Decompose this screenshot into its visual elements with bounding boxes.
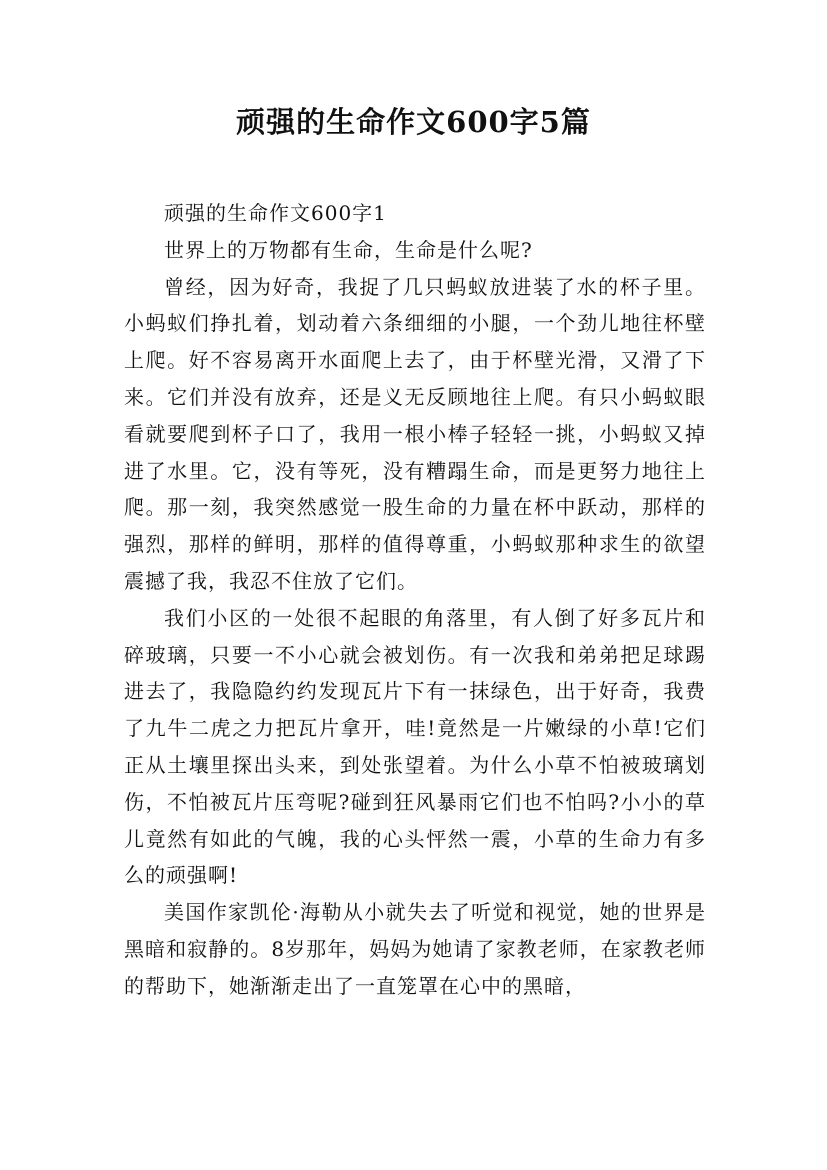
subtitle-paragraph: 顽强的生命作文600字1 bbox=[164, 201, 387, 225]
body-paragraph: 我们小区的一处很不起眼的角落里，有人倒了好多瓦片和碎玻璃，只要一不小心就会被划伤。有一次我和弟弟把足球踢进去了，我隐隐约约发现瓦片下有一抹绿色，出于好奇，我费了九牛二虎之力把瓦片拿开，哇!竟然是一片嫩绿的小草!它们正从土壤里探出头来，到处张望着。为什么小草不怕被玻璃划伤，不怕被瓦片压弯呢?碰到狂风暴雨它们也不怕吗?小小的草儿竟然有如此的气魄，我的心头怦然一震，小草的生命力有多么的顽强啊! bbox=[124, 605, 706, 888]
body-paragraph: 曾经，因为好奇，我捉了几只蚂蚁放进装了水的杯子里。小蚂蚁们挣扎着，划动着六条细细的小腿，一个劲儿地往杯壁上爬。好不容易离开水面爬上去了，由于杯壁光滑，又滑了下来。它们并没有放弃，还是义无反顾地往上爬。有只小蚂蚁眼看就要爬到杯子口了，我用一根小棒子轻轻一挑，小蚂蚁又掉进了水里。它，没有等死，没有糟蹋生命，而是更努力地往上爬。那一刻，我突然感觉一股生命的力量在杯中跃动，那样的强烈，那样的鲜明，那样的值得尊重，小蚂蚁那种求生的欲望震撼了我，我忍不住放了它们。 bbox=[124, 274, 706, 593]
body-paragraph: 世界上的万物都有生命，生命是什么呢? bbox=[164, 237, 533, 262]
document-body bbox=[124, 195, 706, 1005]
document-title: 顽强的生命作文600字5篇 bbox=[236, 105, 591, 139]
body-paragraph: 美国作家凯伦·海勒从小就失去了听觉和视觉，她的世界是黑暗和寂静的。8岁那年，妈妈为她请了家教老师，在家教老师的帮助下，她渐渐走出了一直笼罩在心中的黑暗， bbox=[124, 900, 706, 998]
